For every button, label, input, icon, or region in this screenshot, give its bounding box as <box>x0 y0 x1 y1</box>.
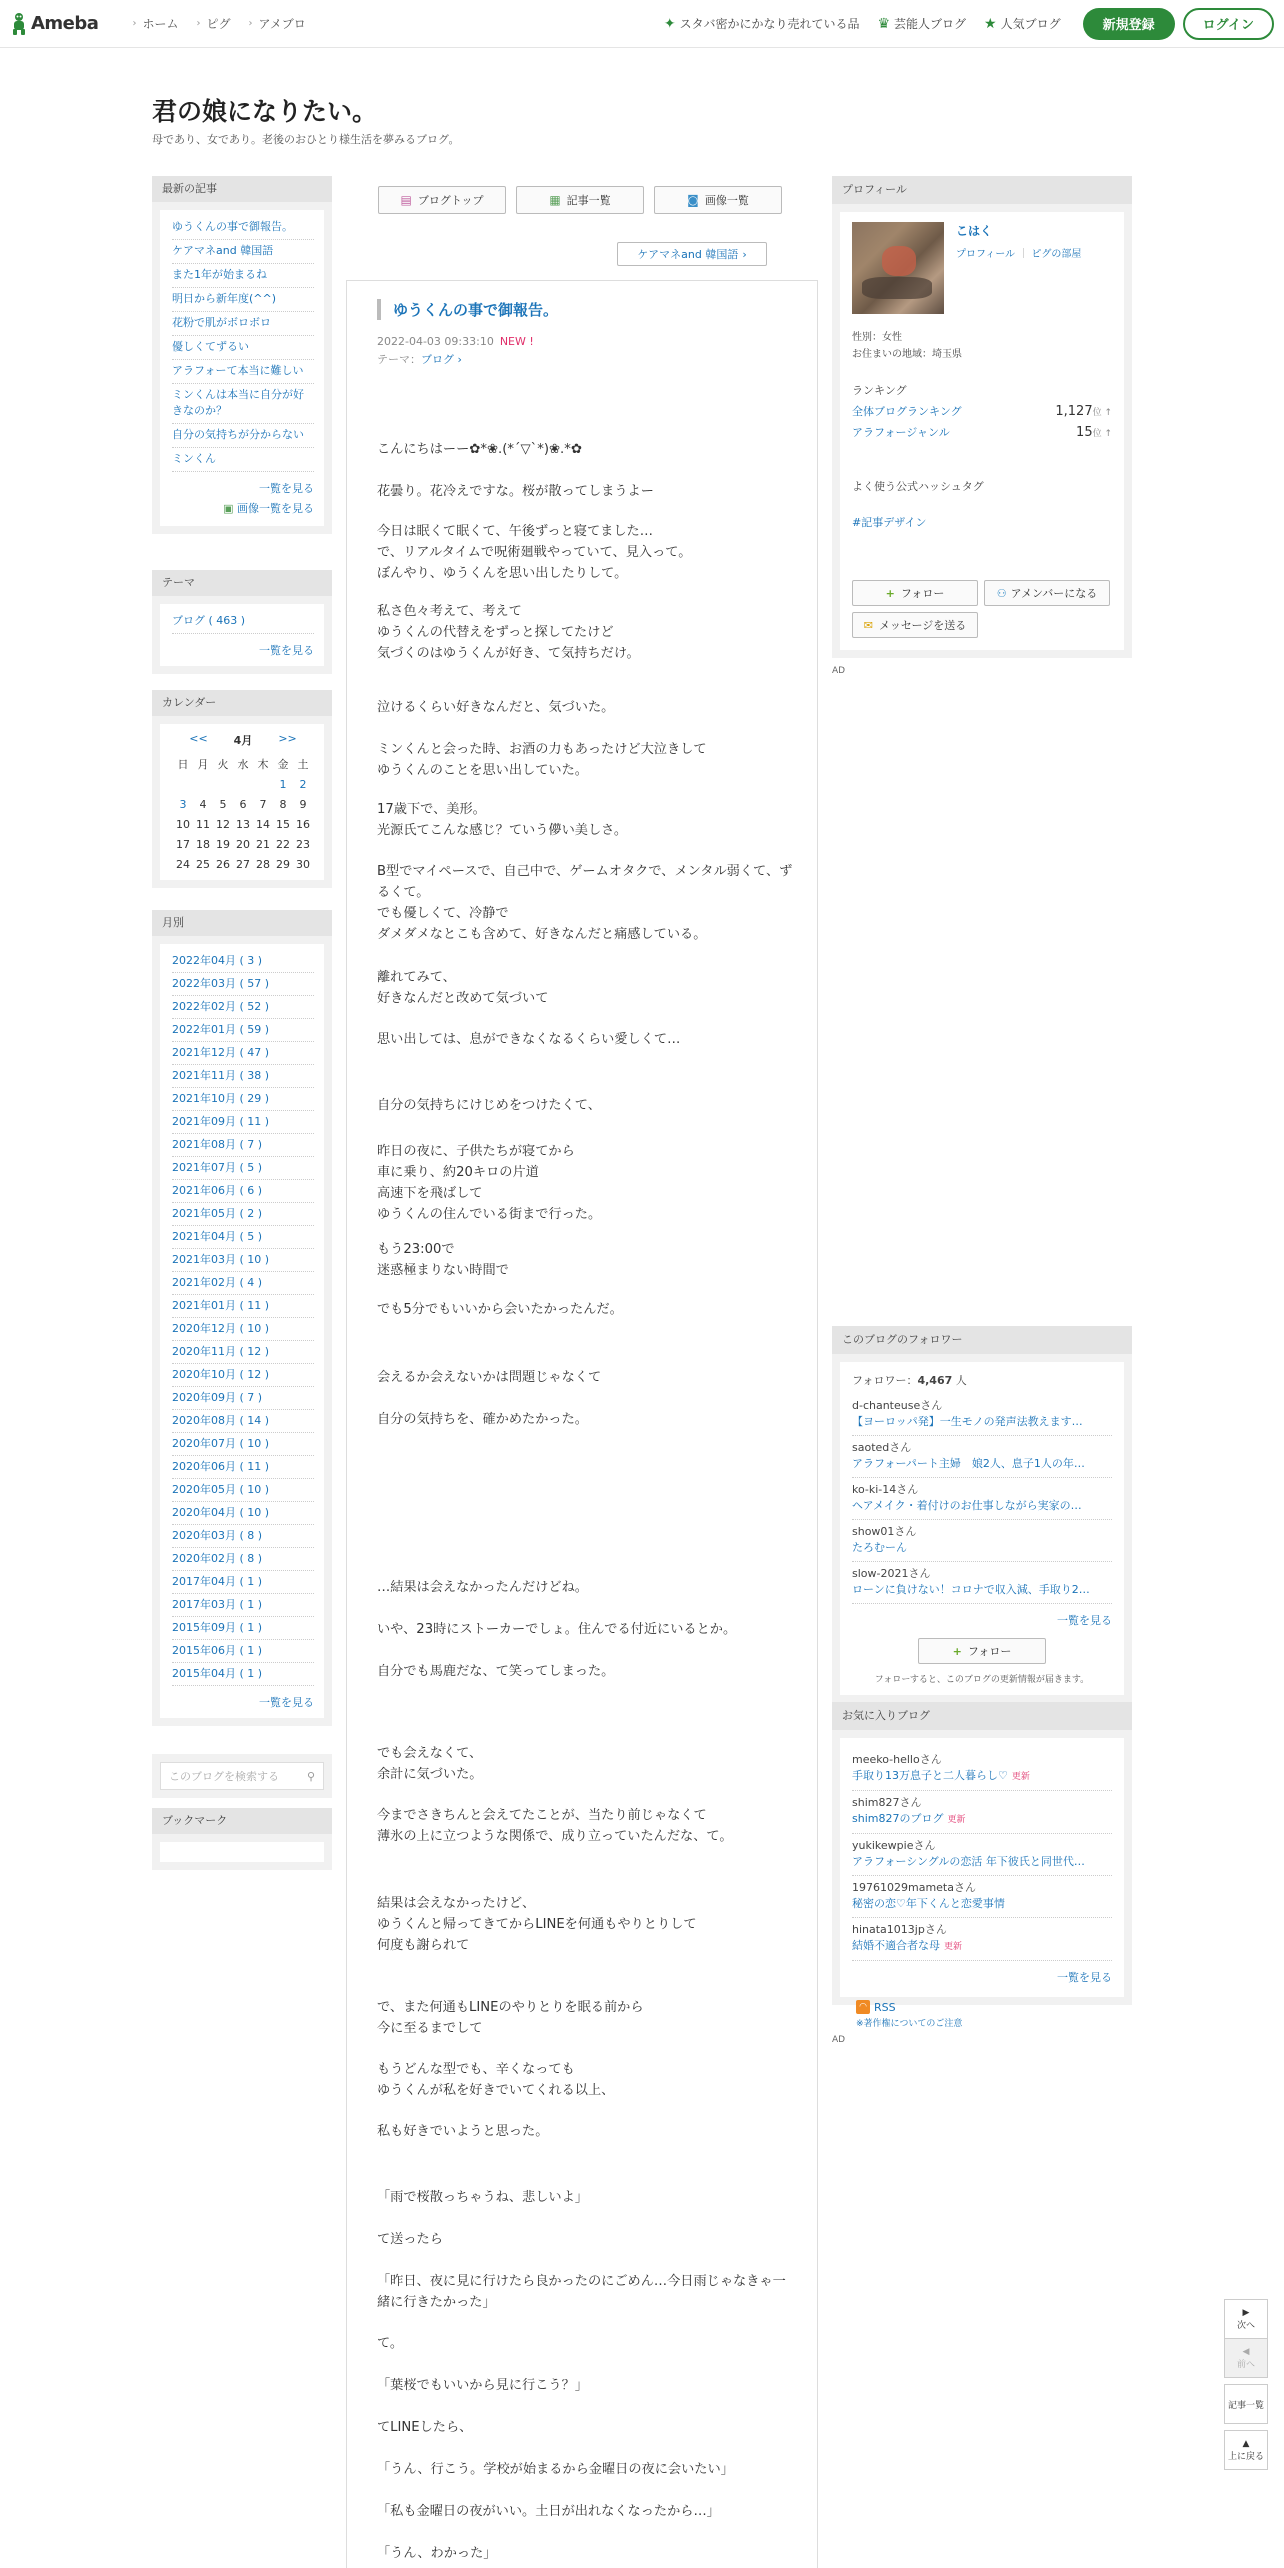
hashtag-label: よく使う公式ハッシュタグ <box>852 480 984 493</box>
article-paragraph: て送ったら <box>377 2232 443 2247</box>
calendar-day: 12 <box>216 817 230 831</box>
favorite-title-text: 秘密の恋♡年下くんと恋愛事情 <box>852 1897 1005 1910</box>
article-paragraph: 「私も金曜日の夜がいい。土日が出れなくなったから…」 <box>377 2504 720 2519</box>
crown-icon: ♛ <box>877 15 891 32</box>
calendar-day: 30 <box>296 857 310 871</box>
followers-more-link[interactable]: 一覧を見る <box>1057 1614 1112 1627</box>
recent-post-link[interactable]: ゆうくんの事で御報告。 <box>172 216 314 240</box>
star-icon: ★ <box>984 15 997 32</box>
follower-blog-title[interactable]: ローンに負けない！コロナで収入減、手取り2… <box>852 1583 1090 1596</box>
calendar-weekday: 火 <box>217 758 229 771</box>
calendar-day <box>253 774 273 794</box>
follower-blog-title[interactable]: たろむーん <box>852 1541 907 1554</box>
global-header <box>0 0 1284 48</box>
entry-list-side-button[interactable] <box>1224 2384 1268 2424</box>
nav-home-label: ホーム <box>142 17 179 31</box>
calendar-day: 25 <box>196 857 210 871</box>
article-paragraph: でも会えなくて、 余計に気づいた。 <box>377 1746 483 1782</box>
people-icon: ⚇ <box>996 586 1007 600</box>
article-paragraph: 自分でも馬鹿だな、て笑ってしまった。 <box>377 1664 615 1679</box>
calendar-day: 9 <box>299 797 307 811</box>
favorite-item <box>852 1834 1112 1876</box>
search-icon[interactable]: ⚲ <box>306 1769 315 1783</box>
profile-box: プロフィール こはく プロフィール ｜ ピグの部屋 性別：女性 お住まいの地域：埼玉県 ランキング 全体ブログランキング 1,127位 ↑ アラフォージャンル 15位 ↑ よく使う公式ハッシュタグ #記事デザイン + フォロー ⚇ アメンバーになる ✉ メッセージを送る AD <box>832 176 1132 676</box>
calendar-next[interactable]: >> <box>278 732 297 745</box>
profile-area: お住まいの地域：埼玉県 <box>852 349 962 360</box>
article-paragraph: 花曇り。花冷えですな。桜が散ってしまうよー <box>377 484 654 499</box>
article-paragraph: 結果は会えなかったけど、 ゆうくんと帰ってきてからLINEを何通もやりとりして 何度も謝られて <box>377 1896 697 1953</box>
genre-rank-unit: 位 ↑ <box>1092 429 1112 439</box>
article-paragraph: 「雨で桜散っちゃうね、悲しいよ」 <box>377 2190 588 2205</box>
calendar-weekday: 土 <box>297 758 309 771</box>
overall-ranking-link[interactable]: 全体ブログランキング <box>852 405 962 418</box>
calendar-header: カレンダー <box>152 690 332 716</box>
favorites-list <box>852 1748 1112 1961</box>
camera-icon: ◙ <box>687 193 699 207</box>
month-archive-link[interactable]: 2022年04月 ( 3 ) <box>172 950 314 973</box>
article-paragraph: 「葉桜でもいいから見に行こう？」 <box>377 2378 588 2393</box>
month-archive-link[interactable]: 2020年09月 ( 7 ) <box>172 1387 314 1410</box>
calendar-day: 6 <box>239 797 247 811</box>
article-paragraph: もう23:00で 迷惑極まりない時間で <box>377 1242 509 1278</box>
follower-blog-title[interactable]: ヘアメイク・着付けのお仕事しながら実家の… <box>852 1499 1082 1512</box>
followers-header: このブログのフォロワー <box>832 1326 1132 1354</box>
calendar-day: 17 <box>176 837 190 851</box>
blog-top-button[interactable] <box>378 186 506 214</box>
chevron-right-icon: › <box>132 18 137 29</box>
image-list-label: 画像一覧 <box>704 194 749 207</box>
calendar-day <box>193 774 213 794</box>
recent-post-link[interactable]: 花粉で肌がボロボロ <box>172 312 314 336</box>
article-paragraph: もうどんな型でも、辛くなっても ゆうくんが私を好きでいてくれる以上、 <box>377 2062 615 2098</box>
article-paragraph: 私さ色々考えて、考えて ゆうくんの代替えをずっと探してたけど 気づくのはゆうくんが好き、て気持ちだけ。 <box>377 604 640 661</box>
favorite-name[interactable]: meeko-helloさん <box>852 1753 942 1766</box>
play-left-icon: ◀ <box>1242 2346 1250 2357</box>
favorite-title-text: 結婚不適合者な母 <box>852 1939 940 1952</box>
nav-celeb-blog[interactable] <box>877 15 966 32</box>
month-archive-link[interactable]: 2015年06月 ( 1 ) <box>172 1640 314 1663</box>
blog-description: 母であり、女であり。老後のおひとり様生活を夢みるブログ。 <box>152 133 460 146</box>
ameba-logo[interactable] <box>10 12 98 36</box>
bookmark-box <box>152 1808 332 1870</box>
favorite-title-text: 手取り13万息子と二人暮らし♡ <box>852 1769 1008 1782</box>
follower-item <box>852 1394 1112 1436</box>
calendar-day[interactable]: 2 <box>299 777 307 791</box>
nav-popular-blog[interactable] <box>984 15 1061 32</box>
bookmark-header: ブックマーク <box>152 1808 332 1834</box>
month-archive-link[interactable]: 2020年04月 ( 10 ) <box>172 1502 314 1525</box>
calendar-day: 28 <box>256 857 270 871</box>
calendar-day: 20 <box>236 837 250 851</box>
article-paragraph: 泣けるくらい好きなんだと、気づいた。 <box>377 700 615 715</box>
calendar-weekday: 木 <box>257 758 269 771</box>
calendar-day[interactable]: 3 <box>179 797 187 811</box>
calendar-month: 4月 <box>233 734 253 747</box>
calendar-prev[interactable]: << <box>189 732 208 745</box>
search-area <box>152 1754 332 1798</box>
favorite-name[interactable]: hinata1013jpさん <box>852 1923 947 1936</box>
entry-list-label: 記事一覧 <box>566 194 611 207</box>
sparkle-icon: ✦ <box>663 15 676 32</box>
article-paragraph: 「うん、わかった」 <box>377 2546 497 2561</box>
month-archive-link[interactable]: 2022年03月 ( 57 ) <box>172 973 314 996</box>
monthly-box <box>152 910 332 1726</box>
month-archive-link[interactable]: 2015年09月 ( 1 ) <box>172 1617 314 1640</box>
pig-room-link[interactable]: ピグの部屋 <box>1031 249 1082 260</box>
followers-box <box>832 1326 1132 1703</box>
profile-avatar[interactable] <box>852 222 944 314</box>
theme-box <box>152 570 332 674</box>
follower-name[interactable]: slow-2021さん <box>852 1567 931 1580</box>
calendar-day[interactable]: 1 <box>279 777 287 791</box>
login-button[interactable]: ログイン <box>1183 8 1274 40</box>
calendar-day: 24 <box>176 857 190 871</box>
month-archive-link[interactable]: 2021年03月 ( 10 ) <box>172 1249 314 1272</box>
signup-button[interactable]: 新規登録 <box>1083 8 1175 40</box>
ranking-label: ランキング <box>852 384 907 397</box>
amember-button[interactable] <box>984 580 1110 606</box>
calendar-day: 14 <box>256 817 270 831</box>
favorite-blog-title[interactable] <box>852 1938 1112 1955</box>
calendar-day: 21 <box>256 837 270 851</box>
month-archive-link[interactable]: 2020年05月 ( 10 ) <box>172 1479 314 1502</box>
favorite-name[interactable]: shim827さん <box>852 1796 922 1809</box>
image-list-link[interactable] <box>172 498 314 520</box>
article-paragraph: 「昨日、夜に見に行けたら良かったのにごめん…今日雨じゃなきゃ一緒に行きたかった」 <box>377 2274 786 2310</box>
calendar-day: 13 <box>236 817 250 831</box>
follower-blog-title[interactable]: アラフォーパート主婦 娘2人、息子1人の年… <box>852 1457 1085 1470</box>
message-label: メッセージを送る <box>878 619 967 632</box>
recent-post-link[interactable]: ミンくんは本当に自分が好きなのか？ <box>172 384 314 424</box>
calendar-day: 19 <box>216 837 230 851</box>
article-paragraph: 17歳下で、美形。 光源氏てこんな感じ？ていう儚い美しさ。 <box>377 802 628 838</box>
chevron-right-icon: › <box>742 247 747 261</box>
article-theme-row <box>377 351 462 367</box>
month-archive-link[interactable]: 2020年07月 ( 10 ) <box>172 1433 314 1456</box>
message-button[interactable] <box>852 612 978 638</box>
article-theme-link[interactable]: ブログ › <box>421 353 462 366</box>
blog-search-input[interactable] <box>160 1762 324 1790</box>
monthly-header: 月別 <box>152 910 332 936</box>
calendar-weekday: 水 <box>237 758 249 771</box>
copyright-notice-link[interactable]: ※著作権についてのご注意 <box>856 2019 963 2029</box>
follower-name[interactable]: ko-ki-14さん <box>852 1483 919 1496</box>
calendar-day: 15 <box>276 817 290 831</box>
follower-item <box>852 1562 1112 1604</box>
month-archive-link[interactable]: 2021年02月 ( 4 ) <box>172 1272 314 1295</box>
calendar-day: 18 <box>196 837 210 851</box>
article-theme-link-label: ブログ <box>421 353 454 366</box>
article-paragraph: こんにちはーー✿*❀.(*´▽`*)❀.*✿ <box>377 442 582 457</box>
recent-post-link[interactable]: 優しくてずるい <box>172 336 314 360</box>
article-date-row <box>377 335 534 348</box>
calendar-day: 23 <box>296 837 310 851</box>
favorite-name[interactable]: yukikewpieさん <box>852 1839 936 1852</box>
rss-label: RSS <box>874 2000 896 2014</box>
back-to-top-button[interactable] <box>1224 2430 1268 2470</box>
rss-area <box>832 2000 1132 2045</box>
calendar-day <box>173 774 193 794</box>
chevron-right-icon: › <box>196 18 201 29</box>
favorite-blog-title[interactable] <box>852 1768 1112 1785</box>
recent-post-link[interactable]: 明日から新年度(^^) <box>172 288 314 312</box>
nav-pigg[interactable] <box>196 15 230 32</box>
calendar-day <box>233 774 253 794</box>
calendar-day: 27 <box>236 857 250 871</box>
chevron-right-icon: › <box>248 18 253 29</box>
top-label: 上に戻る <box>1227 2451 1264 2462</box>
article-paragraph: 自分の気持ちを、確かめたかった。 <box>377 1412 588 1427</box>
month-archive-link[interactable]: 2020年10月 ( 12 ) <box>172 1364 314 1387</box>
article-paragraph: 今までさきちんと会えてたことが、当たり前じゃなくて 薄氷の上に立つような関係で、成り立っていたんだな、て。 <box>377 1808 733 1844</box>
follower-name[interactable]: d-chanteuseさん <box>852 1399 943 1412</box>
theme-header: テーマ <box>152 570 332 596</box>
plus-icon: + <box>885 586 895 600</box>
month-archive-link[interactable]: 2021年12月 ( 47 ) <box>172 1042 314 1065</box>
favorite-blog-title[interactable] <box>852 1896 1112 1912</box>
calendar-day: 5 <box>219 797 227 811</box>
article-paragraph: いや、23時にストーカーでしょ。住んでる付近にいるとか。 <box>377 1622 737 1637</box>
calendar-day: 11 <box>196 817 210 831</box>
favorite-item <box>852 1748 1112 1791</box>
follow-button-2[interactable] <box>918 1638 1046 1664</box>
month-archive-link[interactable]: 2020年06月 ( 11 ) <box>172 1456 314 1479</box>
favorite-item <box>852 1918 1112 1961</box>
nav-ameblo-label: アメブロ <box>258 17 306 31</box>
genre-ranking-value <box>1076 423 1112 444</box>
month-archive-link[interactable]: 2021年09月 ( 11 ) <box>172 1111 314 1134</box>
list-side-label: 記事一覧 <box>1227 2400 1264 2411</box>
ameba-logo-icon <box>10 12 28 36</box>
month-archive-link[interactable]: 2022年01月 ( 59 ) <box>172 1019 314 1042</box>
month-archive-link[interactable]: 2021年06月 ( 6 ) <box>172 1180 314 1203</box>
article-paragraph: 私も好きでいようと思った。 <box>377 2124 549 2139</box>
envelope-icon: ✉ <box>863 618 873 632</box>
follower-name[interactable]: saotedさん <box>852 1441 912 1454</box>
image-list-label: 画像一覧を見る <box>237 502 314 515</box>
rss-link[interactable] <box>856 2000 1132 2014</box>
nav-trend-label: スタバ密かにかなり売れている品 <box>679 17 860 31</box>
month-archive-link[interactable]: 2017年04月 ( 1 ) <box>172 1571 314 1594</box>
favorite-title-text: shim827のブログ <box>852 1812 944 1825</box>
recent-more-link[interactable]: 一覧を見る <box>259 482 314 495</box>
month-archive-link[interactable]: 2020年08月 ( 14 ) <box>172 1410 314 1433</box>
month-archive-link[interactable]: 2021年04月 ( 5 ) <box>172 1226 314 1249</box>
genre-rank-number: 15 <box>1076 425 1093 440</box>
month-archive-link[interactable]: 2022年02月 ( 52 ) <box>172 996 314 1019</box>
arrow-up-icon: ▲ <box>1242 2438 1250 2449</box>
favorite-blog-title[interactable] <box>852 1854 1112 1870</box>
month-archive-link[interactable]: 2020年03月 ( 8 ) <box>172 1525 314 1548</box>
follower-item <box>852 1478 1112 1520</box>
article-paragraph: 「うん、行こう。学校が始まるから金曜日の夜に会いたい」 <box>377 2462 734 2477</box>
followers-count: 4,467 <box>917 1374 953 1387</box>
theme-item-blog[interactable]: ブログ ( 463 ) <box>172 610 314 634</box>
recent-posts-list <box>160 210 324 526</box>
favorites-header: お気に入りブログ <box>832 1702 1132 1730</box>
month-archive-link[interactable]: 2015年04月 ( 1 ) <box>172 1663 314 1686</box>
favorite-item <box>852 1791 1112 1834</box>
theme-more-link[interactable]: 一覧を見る <box>259 644 314 657</box>
article-paragraph: ミンくんと会った時、お酒の力もあったけど大泣きして ゆうくんのことを思い出していた。 <box>377 742 707 778</box>
recent-posts-header: 最新の記事 <box>152 176 332 202</box>
monthly-more-link[interactable]: 一覧を見る <box>259 1696 314 1709</box>
next-entry-label: ケアマネand 韓国語 <box>637 248 739 261</box>
favorite-title-text: アラフォーシングルの恋活 年下彼氏と同世代… <box>852 1855 1085 1868</box>
list-icon: ▦ <box>549 193 561 207</box>
favorite-item <box>852 1876 1112 1918</box>
favorite-name[interactable]: 19761029mametaさん <box>852 1881 976 1894</box>
nav-home[interactable] <box>132 15 178 32</box>
article-paragraph: て。 <box>377 2336 404 2351</box>
article-paragraph: 自分の気持ちにけじめをつけたくて、 <box>377 1098 601 1113</box>
next-label: 次へ <box>1236 2320 1255 2331</box>
calendar-weekday: 金 <box>277 758 289 771</box>
theme-label: テーマ： <box>377 353 421 366</box>
genre-ranking-link[interactable]: アラフォージャンル <box>852 426 950 439</box>
calendar-day: 8 <box>279 797 287 811</box>
followers-list <box>852 1394 1112 1604</box>
calendar-box <box>152 690 332 888</box>
floating-entry-nav <box>1224 2300 1268 2470</box>
article-date: 2022-04-03 09:33:10 <box>377 335 494 348</box>
next-entry-link[interactable] <box>617 242 767 266</box>
bookmark-body <box>160 1842 324 1862</box>
overall-ranking-value <box>1055 402 1112 423</box>
blog-title[interactable]: 君の娘になりたい。 <box>152 97 378 126</box>
calendar-grid <box>173 754 313 874</box>
rss-icon: ◠ <box>856 2000 870 2014</box>
blog-top-label: ブログトップ <box>417 194 484 207</box>
updated-badge: 更新 <box>947 1815 966 1825</box>
calendar-day <box>213 774 233 794</box>
favorites-box <box>832 1702 1132 2005</box>
article-paragraph: 離れてみて、 好きなんだと改めて気づいて <box>377 970 549 1006</box>
prev-entry-button[interactable] <box>1224 2338 1268 2378</box>
prev-label: 前へ <box>1236 2359 1255 2370</box>
calendar-weekday: 月 <box>197 758 209 771</box>
calendar-day: 10 <box>176 817 190 831</box>
article <box>346 280 818 2568</box>
article-paragraph: 思い出しては、息ができなくなるくらい愛しくて… <box>377 1032 681 1047</box>
calendar-day: 7 <box>259 797 267 811</box>
nav-celeb-label: 芸能人ブログ <box>894 17 967 31</box>
recent-post-link[interactable]: また1年が始まるね <box>172 264 314 288</box>
followers-count-row <box>852 1372 1112 1388</box>
month-archive-link[interactable]: 2020年02月 ( 8 ) <box>172 1548 314 1571</box>
follower-item <box>852 1520 1112 1562</box>
follower-item <box>852 1436 1112 1478</box>
updated-badge: 更新 <box>1011 1772 1030 1782</box>
nav-trend-link[interactable] <box>664 15 860 32</box>
calendar-day: 26 <box>216 857 230 871</box>
image-list-icon: ▣ <box>223 502 237 515</box>
monthly-archive-list <box>160 944 324 1718</box>
article-paragraph: …結果は会えなかったんだけどね。 <box>377 1580 588 1595</box>
calendar-weekday: 日 <box>177 758 189 771</box>
month-archive-link[interactable]: 2020年12月 ( 10 ) <box>172 1318 314 1341</box>
month-archive-link[interactable]: 2021年01月 ( 11 ) <box>172 1295 314 1318</box>
follow-label-2: フォロー <box>967 1645 1012 1658</box>
next-entry-button[interactable] <box>1224 2299 1268 2339</box>
article-paragraph: B型でマイペースで、自己中で、ゲームオタクで、メンタル弱くて、ずるくて。 でも優しくて、冷静で ダメダメなとこも含めて、好きなんだと痛感している。 <box>377 864 793 942</box>
overall-rank-unit: 位 ↑ <box>1092 408 1112 418</box>
article-paragraph: で、また何通もLINEのやりとりを眠る前から 今に至るまでして <box>377 2000 644 2036</box>
updated-badge: 更新 <box>944 1942 963 1952</box>
month-archive-link[interactable]: 2021年10月 ( 29 ) <box>172 1088 314 1111</box>
calendar-day: 4 <box>199 797 207 811</box>
follower-blog-title[interactable]: 【ヨーロッパ発】一生モノの発声法教えます… <box>852 1415 1083 1428</box>
month-archive-link[interactable]: 2021年08月 ( 7 ) <box>172 1134 314 1157</box>
overall-rank-number: 1,127 <box>1055 404 1093 419</box>
favorites-more-link[interactable]: 一覧を見る <box>1057 1971 1112 1984</box>
calendar-day: 16 <box>296 817 310 831</box>
profile-link[interactable]: プロフィール <box>956 249 1015 260</box>
follow-note: フォローすると、このブログの更新情報が届きます。 <box>874 1675 1090 1685</box>
image-list-button[interactable] <box>654 186 782 214</box>
month-archive-link[interactable]: 2021年05月 ( 2 ) <box>172 1203 314 1226</box>
plus-icon: + <box>952 1644 962 1658</box>
profile-header: プロフィール <box>832 176 1132 204</box>
month-archive-link[interactable]: 2017年03月 ( 1 ) <box>172 1594 314 1617</box>
new-badge: NEW ! <box>499 335 534 348</box>
search-placeholder: このブログを検索する <box>169 1770 279 1783</box>
article-paragraph: 会えるか会えないかは問題じゃなくて <box>377 1370 602 1385</box>
calendar-day: 22 <box>276 837 290 851</box>
follow-button[interactable] <box>852 580 978 606</box>
article-title[interactable]: ゆうくんの事で御報告。 <box>377 299 558 320</box>
nav-popular-label: 人気ブログ <box>1000 17 1061 31</box>
nav-ameblo[interactable] <box>248 15 305 32</box>
logo-text: Ameba <box>31 13 99 34</box>
article-paragraph: てLINEしたら、 <box>377 2420 473 2435</box>
followers-count-label: フォロワー： <box>852 1374 918 1387</box>
profile-gender: 性別：女性 <box>852 332 902 343</box>
article-paragraph: でも5分でもいいから会いたかったんだ。 <box>377 1302 623 1317</box>
recent-post-link[interactable]: アラフォーて本当に難しい <box>172 360 314 384</box>
hashtag-link[interactable]: #記事デザイン <box>852 516 927 529</box>
month-archive-link[interactable]: 2021年07月 ( 5 ) <box>172 1157 314 1180</box>
recent-post-link[interactable]: ミンくん <box>172 448 314 472</box>
month-archive-link[interactable]: 2020年11月 ( 12 ) <box>172 1341 314 1364</box>
ad-label: AD <box>832 666 846 676</box>
favorite-blog-title[interactable] <box>852 1811 1112 1828</box>
follower-name[interactable]: show01さん <box>852 1525 917 1538</box>
article-paragraph: 昨日の夜に、子供たちが寝てから 車に乗り、約20キロの片道 高速下を飛ばして ゆうくんの住んでいる街まで行った。 <box>377 1144 602 1222</box>
play-right-icon: ▶ <box>1242 2307 1250 2318</box>
blog-icon: ▤ <box>400 193 412 207</box>
ad-label-2: AD <box>832 2035 846 2045</box>
recent-posts-box <box>152 176 332 534</box>
calendar-day: 29 <box>276 857 290 871</box>
recent-post-link[interactable]: ケアマネand 韓国語 <box>172 240 314 264</box>
amember-label: アメンバーになる <box>1010 587 1098 600</box>
entry-list-button[interactable] <box>516 186 644 214</box>
article-paragraph: 今日は眠くて眠くて、午後ずっと寝てました… で、リアルタイムで呪術廻戦やっていて、見入って。 ぼんやり、ゆうくんを思い出したりして。 <box>377 524 692 581</box>
recent-post-link[interactable]: 自分の気持ちが分からない <box>172 424 314 448</box>
profile-name[interactable]: こはく <box>956 224 993 238</box>
follow-label: フォロー <box>900 587 945 600</box>
month-archive-link[interactable]: 2021年11月 ( 38 ) <box>172 1065 314 1088</box>
followers-count-unit: 人 <box>955 1374 967 1387</box>
nav-pigg-label: ピグ <box>206 17 231 31</box>
